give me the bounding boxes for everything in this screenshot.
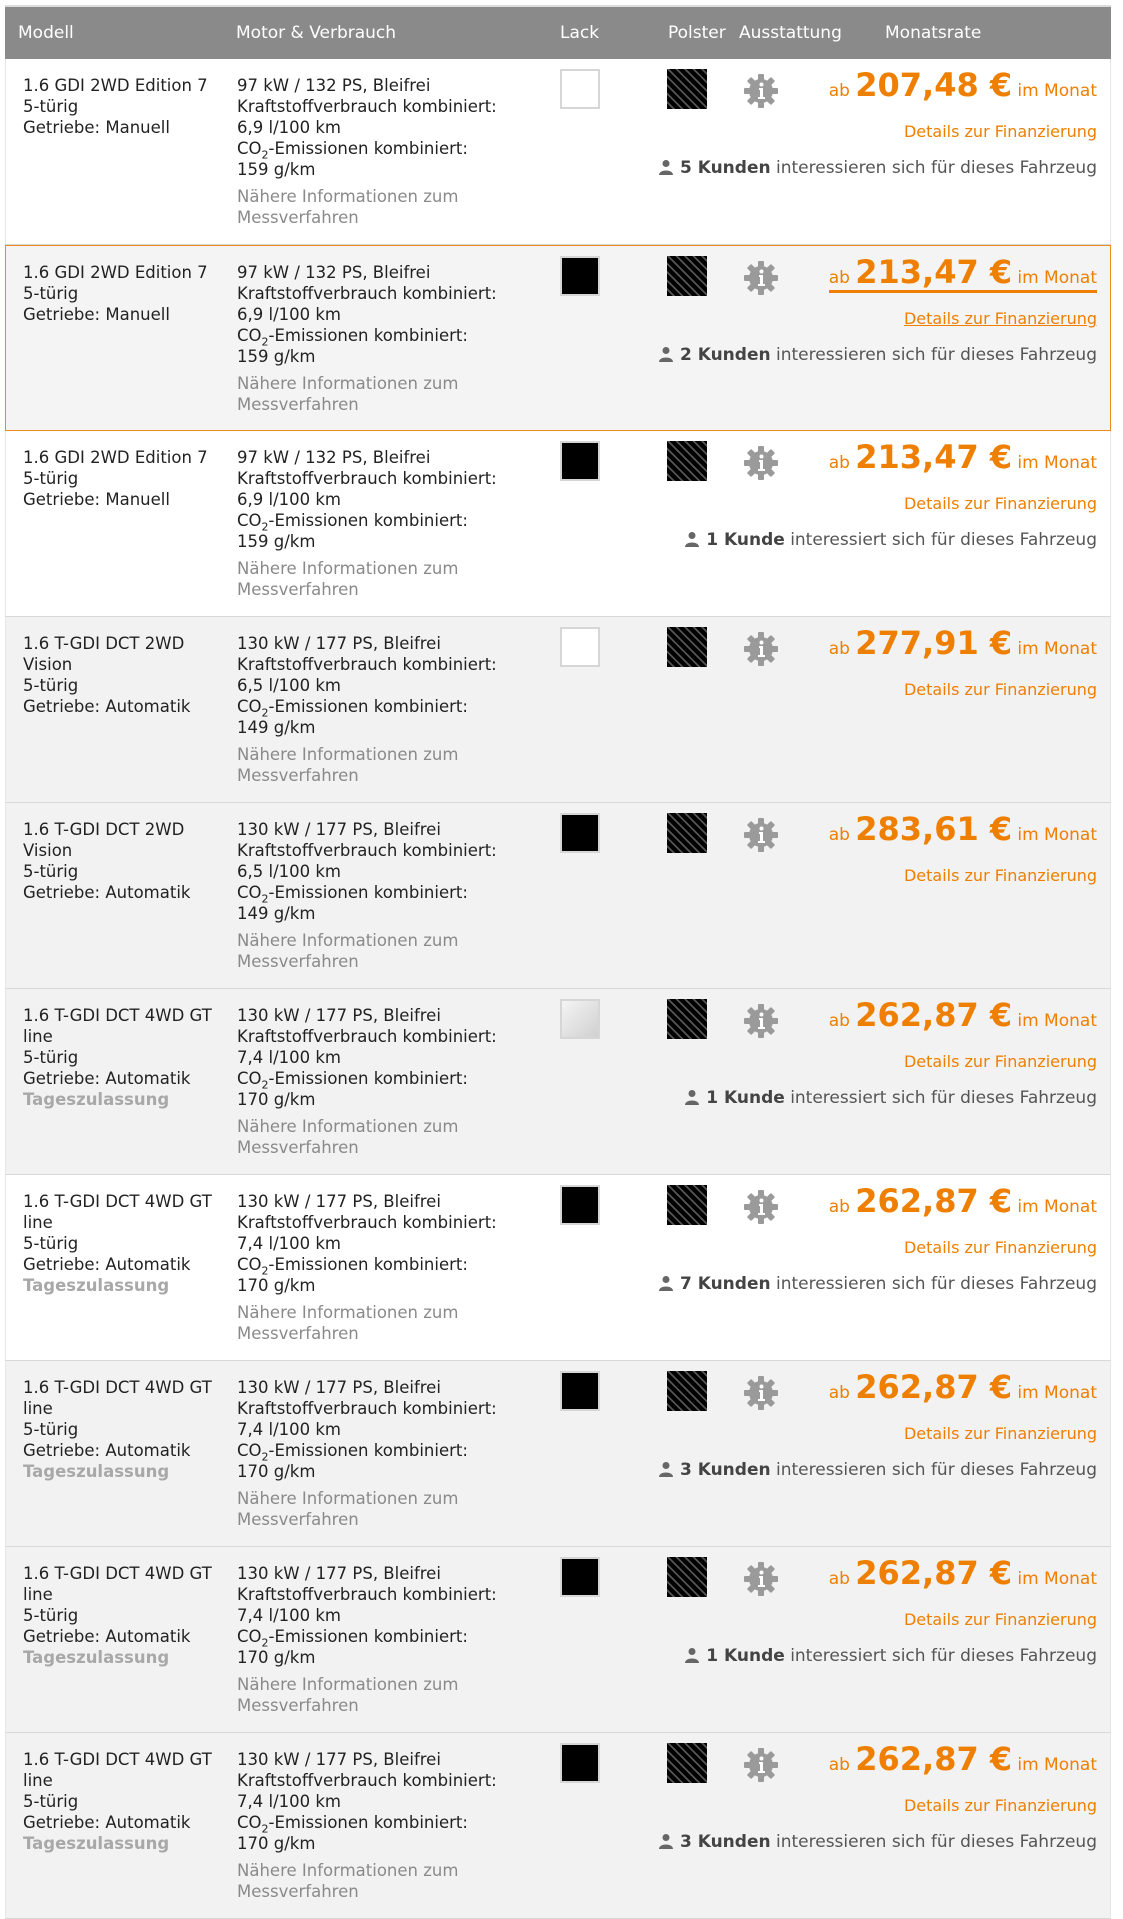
price-suffix: im Monat (1017, 81, 1097, 101)
model-gear: Getriebe: Manuell (23, 118, 170, 137)
price-amount: 262,87 € (855, 1182, 1013, 1220)
model-gear: Getriebe: Automatik (23, 883, 191, 902)
table-row[interactable] (5, 803, 1111, 989)
interest-count: 5 Kunden (679, 158, 771, 178)
price-suffix: im Monat (1017, 1755, 1097, 1775)
upholstery-pattern-icon[interactable] (667, 1743, 707, 1783)
consumption-value: 6,9 l/100 km (237, 305, 341, 324)
co2-value: 159 g/km (237, 160, 316, 179)
interest-info (658, 1460, 1097, 1481)
price-amount: 283,61 € (855, 810, 1013, 848)
table-row[interactable] (5, 1547, 1111, 1733)
motor-cell (237, 262, 537, 415)
interest-count: 3 Kunden (679, 1832, 771, 1852)
price-amount: 277,91 € (855, 624, 1013, 662)
monthly-rate[interactable] (828, 1554, 1097, 1592)
gear-info-icon[interactable] (741, 71, 781, 111)
price-amount: 262,87 € (855, 996, 1013, 1034)
paint-swatch[interactable] (560, 69, 600, 109)
interest-text: interessiert sich für dieses Fahrzeug (790, 1088, 1097, 1108)
motor-cell (237, 819, 537, 972)
co2-label: $CO_2$-Emissionen kombiniert: (237, 1069, 468, 1092)
interest-count: 3 Kunden (679, 1460, 771, 1480)
consumption-label: Kraftstoffverbrauch kombiniert: (237, 469, 497, 488)
paint-swatch[interactable] (560, 441, 600, 481)
upholstery-pattern-icon[interactable] (667, 627, 707, 667)
price-amount: 262,87 € (855, 1740, 1013, 1778)
header-motor[interactable]: Motor & Verbrauch (236, 23, 397, 43)
price-prefix: ab (828, 1011, 850, 1031)
paint-swatch[interactable] (560, 813, 600, 853)
power-text: 130 kW / 177 PS, Bleifrei (237, 1006, 441, 1025)
gear-info-icon[interactable] (741, 629, 781, 669)
price-prefix: ab (828, 1197, 850, 1217)
person-icon (658, 159, 674, 175)
model-cell (23, 447, 233, 510)
price-suffix: im Monat (1017, 639, 1097, 659)
model-doors: 5-türig (23, 1606, 79, 1625)
co2-label: $CO_2$-Emissionen kombiniert: (237, 883, 468, 906)
upholstery-pattern-icon[interactable] (667, 999, 707, 1039)
paint-swatch[interactable] (560, 256, 600, 296)
consumption-value: 7,4 l/100 km (237, 1420, 341, 1439)
interest-count: 1 Kunde (706, 530, 785, 550)
info-measurement-link[interactable]: Nähere Informationen zum Messverfahren (237, 1117, 459, 1157)
table-row[interactable] (5, 1733, 1111, 1919)
gear-info-icon[interactable] (741, 443, 781, 483)
interest-info (684, 1646, 1097, 1667)
interest-info (658, 158, 1097, 179)
model-doors: 5-türig (23, 284, 79, 303)
paint-swatch[interactable] (560, 1371, 600, 1411)
model-cell (23, 262, 233, 325)
monthly-rate[interactable] (828, 1740, 1097, 1778)
interest-count: 1 Kunde (706, 1646, 785, 1666)
finance-details-link[interactable]: Details zur Finanzierung (903, 309, 1097, 328)
table-row[interactable] (5, 989, 1111, 1175)
price-prefix: ab (828, 1569, 850, 1589)
gear-info-icon[interactable] (741, 258, 781, 298)
finance-details-link[interactable]: Details zur Finanzierung (903, 1424, 1097, 1443)
monthly-rate[interactable] (828, 996, 1097, 1034)
table-row[interactable] (5, 245, 1111, 431)
table-row[interactable] (5, 431, 1111, 617)
consumption-label: Kraftstoffverbrauch kombiniert: (237, 284, 497, 303)
co2-label: $CO_2$-Emissionen kombiniert: (237, 697, 468, 720)
price-suffix: im Monat (1017, 1197, 1097, 1217)
interest-count: 1 Kunde (706, 1088, 785, 1108)
info-measurement-link[interactable]: Nähere Informationen zum Messverfahren (237, 187, 459, 227)
finance-details-link[interactable]: Details zur Finanzierung (903, 680, 1097, 699)
gear-info-icon[interactable] (741, 1745, 781, 1785)
table-row[interactable] (5, 59, 1111, 245)
gear-info-icon[interactable] (741, 1559, 781, 1599)
interest-count: 7 Kunden (679, 1274, 771, 1294)
gear-info-icon[interactable] (741, 1373, 781, 1413)
status-badge: Tageszulassung (23, 1648, 170, 1667)
consumption-value: 6,9 l/100 km (237, 118, 341, 137)
motor-cell (237, 447, 537, 600)
status-badge: Tageszulassung (23, 1090, 170, 1109)
model-name: 1.6 T-GDI DCT 4WD GT line (23, 1750, 212, 1790)
monthly-rate[interactable] (828, 1182, 1097, 1220)
monthly-rate[interactable] (828, 624, 1097, 662)
co2-value: 170 g/km (237, 1648, 316, 1667)
interest-text: interessiert sich für dieses Fahrzeug (790, 1646, 1097, 1666)
gear-info-icon[interactable] (741, 815, 781, 855)
info-measurement-link[interactable]: Nähere Informationen zum Messverfahren (237, 1489, 459, 1529)
power-text: 130 kW / 177 PS, Bleifrei (237, 1192, 441, 1211)
table-row[interactable] (5, 1175, 1111, 1361)
finance-details-link[interactable]: Details zur Finanzierung (903, 1796, 1097, 1815)
finance-details-link[interactable]: Details zur Finanzierung (903, 1238, 1097, 1257)
model-gear: Getriebe: Automatik (23, 1255, 191, 1274)
motor-cell (237, 1005, 537, 1158)
price-suffix: im Monat (1017, 825, 1097, 845)
info-measurement-link[interactable]: Nähere Informationen zum Messverfahren (237, 745, 459, 785)
person-icon (684, 1647, 700, 1663)
upholstery-pattern-icon[interactable] (667, 813, 707, 853)
co2-label: $CO_2$-Emissionen kombiniert: (237, 326, 468, 349)
power-text: 130 kW / 177 PS, Bleifrei (237, 1750, 441, 1769)
interest-text: interessieren sich für dieses Fahrzeug (776, 158, 1097, 178)
consumption-label: Kraftstoffverbrauch kombiniert: (237, 1027, 497, 1046)
header-ausstattung[interactable]: Ausstattung (739, 23, 842, 43)
paint-swatch[interactable] (560, 627, 600, 667)
model-cell (23, 819, 233, 903)
consumption-label: Kraftstoffverbrauch kombiniert: (237, 1213, 497, 1232)
header-monatsrate[interactable]: Monatsrate (885, 23, 982, 43)
price-suffix: im Monat (1017, 1383, 1097, 1403)
finance-details-link[interactable]: Details zur Finanzierung (903, 1610, 1097, 1629)
interest-text: interessieren sich für dieses Fahrzeug (776, 345, 1097, 365)
co2-value: 149 g/km (237, 718, 316, 737)
price-amount: 207,48 € (855, 66, 1013, 104)
paint-swatch[interactable] (560, 1185, 600, 1225)
model-cell (23, 1749, 233, 1854)
info-measurement-link[interactable]: Nähere Informationen zum Messverfahren (237, 374, 459, 414)
co2-value: 170 g/km (237, 1276, 316, 1295)
consumption-value: 6,5 l/100 km (237, 676, 341, 695)
model-gear: Getriebe: Automatik (23, 1627, 191, 1646)
table-header (5, 5, 1111, 59)
vehicle-list (5, 5, 1111, 1919)
paint-swatch[interactable] (560, 999, 600, 1039)
consumption-value: 7,4 l/100 km (237, 1048, 341, 1067)
co2-label: $CO_2$-Emissionen kombiniert: (237, 1255, 468, 1278)
motor-cell (237, 1563, 537, 1716)
consumption-label: Kraftstoffverbrauch kombiniert: (237, 1771, 497, 1790)
power-text: 97 kW / 132 PS, Bleifrei (237, 263, 431, 282)
model-doors: 5-türig (23, 469, 79, 488)
info-measurement-link[interactable]: Nähere Informationen zum Messverfahren (237, 559, 459, 599)
info-measurement-link[interactable]: Nähere Informationen zum Messverfahren (237, 1861, 459, 1901)
consumption-label: Kraftstoffverbrauch kombiniert: (237, 1399, 497, 1418)
finance-details-link[interactable]: Details zur Finanzierung (903, 1052, 1097, 1071)
co2-value: 170 g/km (237, 1462, 316, 1481)
model-name: 1.6 GDI 2WD Edition 7 (23, 263, 208, 282)
model-name: 1.6 GDI 2WD Edition 7 (23, 448, 208, 467)
consumption-value: 7,4 l/100 km (237, 1792, 341, 1811)
price-prefix: ab (828, 453, 850, 473)
motor-cell (237, 1377, 537, 1530)
model-cell (23, 633, 233, 717)
co2-value: 170 g/km (237, 1834, 316, 1853)
model-gear: Getriebe: Automatik (23, 1069, 191, 1088)
model-name: 1.6 T-GDI DCT 2WD Vision (23, 820, 185, 860)
co2-value: 170 g/km (237, 1090, 316, 1109)
header-modell[interactable]: Modell (18, 23, 74, 43)
person-icon (684, 1089, 700, 1105)
price-amount: 213,47 € (855, 253, 1013, 291)
upholstery-pattern-icon[interactable] (667, 256, 707, 296)
upholstery-pattern-icon[interactable] (667, 1557, 707, 1597)
upholstery-pattern-icon[interactable] (667, 441, 707, 481)
consumption-value: 7,4 l/100 km (237, 1606, 341, 1625)
price-prefix: ab (828, 1383, 850, 1403)
person-icon (658, 1275, 674, 1291)
status-badge: Tageszulassung (23, 1834, 170, 1853)
model-cell (23, 1191, 233, 1296)
consumption-label: Kraftstoffverbrauch kombiniert: (237, 1585, 497, 1604)
interest-info (684, 1088, 1097, 1109)
model-doors: 5-türig (23, 1420, 79, 1439)
model-name: 1.6 T-GDI DCT 4WD GT line (23, 1006, 212, 1046)
monthly-rate[interactable] (828, 810, 1097, 848)
model-gear: Getriebe: Automatik (23, 1441, 191, 1460)
power-text: 97 kW / 132 PS, Bleifrei (237, 76, 431, 95)
table-row[interactable] (5, 1361, 1111, 1547)
monthly-rate[interactable] (828, 438, 1097, 476)
model-doors: 5-türig (23, 1792, 79, 1811)
info-measurement-link[interactable]: Nähere Informationen zum Messverfahren (237, 1303, 459, 1343)
co2-value: 159 g/km (237, 532, 316, 551)
person-icon (658, 1461, 674, 1477)
power-text: 130 kW / 177 PS, Bleifrei (237, 634, 441, 653)
price-amount: 213,47 € (855, 438, 1013, 476)
monthly-rate[interactable] (828, 66, 1097, 104)
model-gear: Getriebe: Automatik (23, 697, 191, 716)
model-doors: 5-türig (23, 1234, 79, 1253)
model-gear: Getriebe: Manuell (23, 490, 170, 509)
gear-info-icon[interactable] (741, 1001, 781, 1041)
status-badge: Tageszulassung (23, 1462, 170, 1481)
upholstery-pattern-icon[interactable] (667, 69, 707, 109)
model-name: 1.6 T-GDI DCT 2WD Vision (23, 634, 185, 674)
motor-cell (237, 1749, 537, 1902)
monthly-rate[interactable] (828, 1368, 1097, 1406)
co2-label: $CO_2$-Emissionen kombiniert: (237, 1813, 468, 1836)
finance-details-link[interactable]: Details zur Finanzierung (903, 866, 1097, 885)
interest-text: interessieren sich für dieses Fahrzeug (776, 1832, 1097, 1852)
table-row[interactable] (5, 617, 1111, 803)
price-suffix: im Monat (1017, 1569, 1097, 1589)
person-icon (658, 1833, 674, 1849)
paint-swatch[interactable] (560, 1743, 600, 1783)
co2-label: $CO_2$-Emissionen kombiniert: (237, 139, 468, 162)
person-icon (684, 531, 700, 547)
info-measurement-link[interactable]: Nähere Informationen zum Messverfahren (237, 1675, 459, 1715)
price-prefix: ab (828, 1755, 850, 1775)
price-prefix: ab (828, 825, 850, 845)
interest-count: 2 Kunden (679, 345, 771, 365)
upholstery-pattern-icon[interactable] (667, 1371, 707, 1411)
price-suffix: im Monat (1017, 453, 1097, 473)
interest-info (684, 530, 1097, 551)
model-name: 1.6 T-GDI DCT 4WD GT line (23, 1192, 212, 1232)
status-badge: Tageszulassung (23, 1276, 170, 1295)
model-cell (23, 75, 233, 138)
model-cell (23, 1005, 233, 1110)
co2-label: $CO_2$-Emissionen kombiniert: (237, 1441, 468, 1464)
interest-text: interessieren sich für dieses Fahrzeug (776, 1460, 1097, 1480)
upholstery-pattern-icon[interactable] (667, 1185, 707, 1225)
co2-value: 159 g/km (237, 347, 316, 366)
model-name: 1.6 GDI 2WD Edition 7 (23, 76, 208, 95)
monthly-rate[interactable] (828, 253, 1097, 293)
paint-swatch[interactable] (560, 1557, 600, 1597)
price-prefix: ab (828, 268, 850, 288)
model-cell (23, 1377, 233, 1482)
interest-info (658, 1832, 1097, 1853)
motor-cell (237, 633, 537, 786)
header-lack[interactable]: Lack (560, 23, 600, 43)
model-gear: Getriebe: Automatik (23, 1813, 191, 1832)
power-text: 130 kW / 177 PS, Bleifrei (237, 820, 441, 839)
model-doors: 5-türig (23, 676, 79, 695)
interest-text: interessieren sich für dieses Fahrzeug (776, 1274, 1097, 1294)
model-doors: 5-türig (23, 862, 79, 881)
price-suffix: im Monat (1017, 268, 1097, 288)
consumption-value: 7,4 l/100 km (237, 1234, 341, 1253)
price-amount: 262,87 € (855, 1554, 1013, 1592)
price-prefix: ab (828, 639, 850, 659)
interest-info (658, 1274, 1097, 1295)
consumption-label: Kraftstoffverbrauch kombiniert: (237, 655, 497, 674)
interest-text: interessiert sich für dieses Fahrzeug (790, 530, 1097, 550)
consumption-value: 6,5 l/100 km (237, 862, 341, 881)
gear-info-icon[interactable] (741, 1187, 781, 1227)
motor-cell (237, 75, 537, 228)
co2-value: 149 g/km (237, 904, 316, 923)
model-name: 1.6 T-GDI DCT 4WD GT line (23, 1378, 212, 1418)
power-text: 97 kW / 132 PS, Bleifrei (237, 448, 431, 467)
model-doors: 5-türig (23, 97, 79, 116)
interest-info (658, 345, 1097, 366)
model-cell (23, 1563, 233, 1668)
co2-label: $CO_2$-Emissionen kombiniert: (237, 1627, 468, 1650)
consumption-label: Kraftstoffverbrauch kombiniert: (237, 97, 497, 116)
header-polster[interactable]: Polster (668, 23, 726, 43)
price-amount: 262,87 € (855, 1368, 1013, 1406)
co2-label: $CO_2$-Emissionen kombiniert: (237, 511, 468, 534)
person-icon (658, 346, 674, 362)
model-doors: 5-türig (23, 1048, 79, 1067)
info-measurement-link[interactable]: Nähere Informationen zum Messverfahren (237, 931, 459, 971)
price-prefix: ab (828, 81, 850, 101)
finance-details-link[interactable]: Details zur Finanzierung (903, 494, 1097, 513)
model-gear: Getriebe: Manuell (23, 305, 170, 324)
power-text: 130 kW / 177 PS, Bleifrei (237, 1564, 441, 1583)
consumption-value: 6,9 l/100 km (237, 490, 341, 509)
motor-cell (237, 1191, 537, 1344)
model-name: 1.6 T-GDI DCT 4WD GT line (23, 1564, 212, 1604)
power-text: 130 kW / 177 PS, Bleifrei (237, 1378, 441, 1397)
finance-details-link[interactable]: Details zur Finanzierung (903, 122, 1097, 141)
consumption-label: Kraftstoffverbrauch kombiniert: (237, 841, 497, 860)
price-suffix: im Monat (1017, 1011, 1097, 1031)
